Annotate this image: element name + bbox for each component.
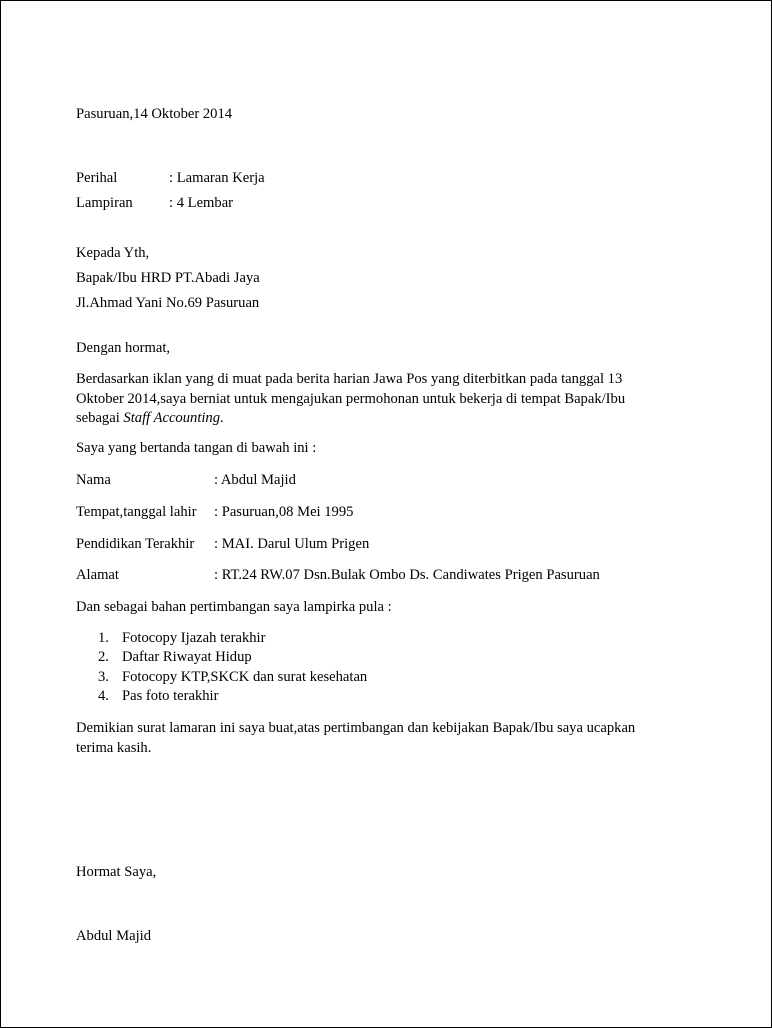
list-item-number: 2. — [98, 649, 109, 665]
intro-line-3-suffix: . — [220, 410, 224, 426]
list-item: Fotocopy Ijazah terakhir — [122, 630, 266, 646]
intro-line-2: Oktober 2014,saya berniat untuk mengajukan permohonan untuk bekerja di tempat Bapak/Ibu — [76, 390, 626, 407]
intro-line-3-prefix: sebagai — [76, 410, 124, 426]
list-item-number: 3. — [98, 669, 109, 685]
recipient-greeting: Kepada Yth, — [76, 245, 150, 261]
intro-paragraph — [76, 370, 676, 429]
intro-line-3 — [76, 409, 676, 429]
attachments-intro: Dan sebagai bahan pertimbangan saya lampirka pula : — [76, 599, 392, 615]
identity-label-education: Pendidikan Terakhir — [76, 536, 195, 552]
recipient-name: Bapak/Ibu HRD PT.Abadi Jaya — [76, 270, 260, 286]
salutation: Dengan hormat, — [76, 340, 171, 356]
attachment-value: : 4 Lembar — [169, 195, 234, 211]
list-item-number: 1. — [98, 630, 109, 646]
intro-line-1: Berdasarkan iklan yang di muat pada berita harian Jawa Pos yang diterbitkan pada tanggal 13 — [76, 371, 623, 387]
identity-value-name: : Abdul Majid — [214, 472, 296, 488]
identity-value-address: : RT.24 RW.07 Dsn.Bulak Ombo Ds. Candiwates Prigen Pasuruan — [214, 567, 600, 583]
identity-label-address: Alamat — [76, 567, 119, 583]
identity-value-birth: : Pasuruan,08 Mei 1995 — [214, 504, 354, 520]
subject-label: Perihal — [76, 170, 118, 186]
identity-value-education: : MAI. Darul Ulum Prigen — [214, 536, 370, 552]
list-item: Fotocopy KTP,SKCK dan surat kesehatan — [122, 669, 368, 685]
list-item: Daftar Riwayat Hidup — [122, 649, 252, 665]
signatory-name: Abdul Majid — [76, 928, 151, 944]
sign-off: Hormat Saya, — [76, 864, 157, 880]
identity-label-birth: Tempat,tanggal lahir — [76, 504, 197, 520]
list-item: Pas foto terakhir — [122, 688, 219, 704]
attachment-label: Lampiran — [76, 195, 133, 211]
identity-label-name: Nama — [76, 472, 111, 488]
closing-line-2: terima kasih. — [76, 740, 152, 756]
closing-line-1: Demikian surat lamaran ini saya buat,atas pertimbangan dan kebijakan Bapak/Ibu saya ucapkan — [76, 720, 636, 736]
position-title: Staff Accounting — [123, 410, 221, 426]
recipient-address: Jl.Ahmad Yani No.69 Pasuruan — [76, 295, 260, 311]
list-item-number: 4. — [98, 688, 109, 704]
identity-intro: Saya yang bertanda tangan di bawah ini : — [76, 440, 317, 456]
subject-value: : Lamaran Kerja — [169, 170, 265, 186]
date-line: Pasuruan,14 Oktober 2014 — [76, 106, 233, 122]
